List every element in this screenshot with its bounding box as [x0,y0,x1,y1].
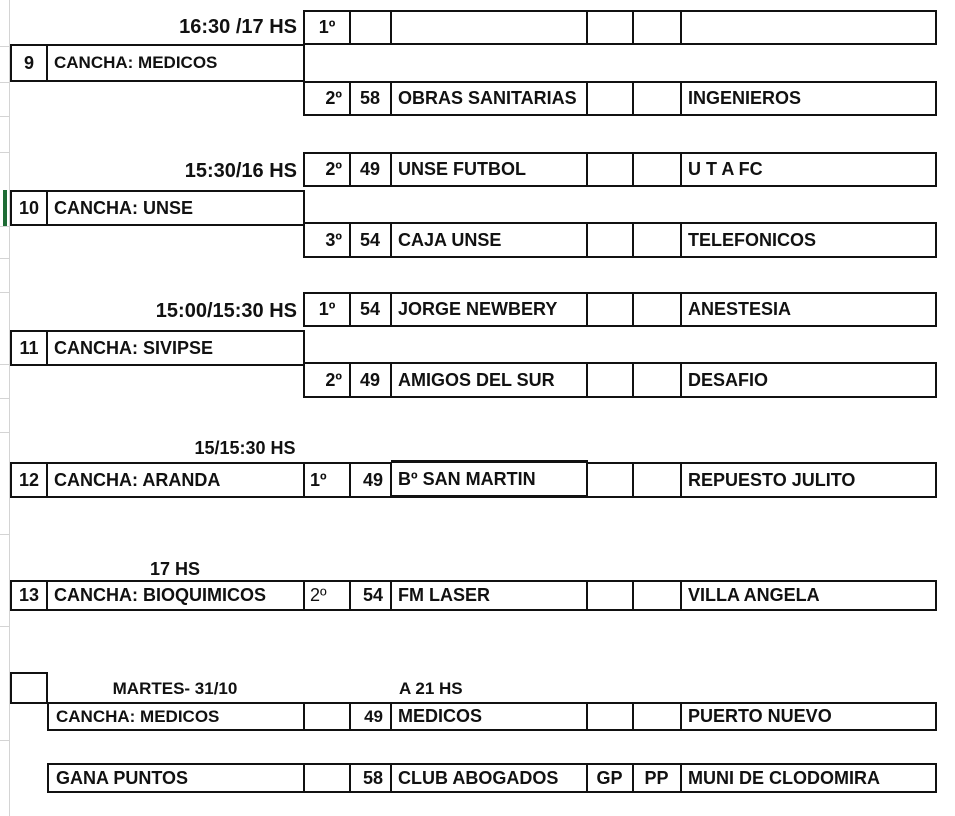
score-cell[interactable] [587,10,634,45]
score-cell[interactable] [633,152,682,187]
match-number[interactable]: 12 [10,462,48,498]
score-cell[interactable] [587,222,634,258]
sheet-gridline [0,152,10,153]
match-time: 15:30/16 HS [184,160,297,182]
match-time: A 21 HS [399,679,463,698]
gana-puntos-label[interactable]: GANA PUNTOS [47,763,305,793]
match-time: 15/15:30 HS [194,437,296,458]
sheet-gridline [0,740,10,741]
category-cell[interactable]: 54 [350,292,392,327]
score-cell[interactable] [587,580,634,611]
team-cell[interactable]: JORGE NEWBERY [391,292,588,327]
score-cell[interactable] [633,81,682,116]
team-cell[interactable]: MEDICOS [391,702,588,731]
team-cell[interactable]: MUNI DE CLODOMIRA [681,763,937,793]
venue-cell[interactable]: CANCHA: BIOQUIMICOS [47,580,305,611]
sheet-gridline [0,82,10,83]
category-cell[interactable]: 49 [350,152,392,187]
sheet-gridline [0,626,10,627]
sheet-gridline [0,534,10,535]
category-cell[interactable]: 49 [350,702,392,731]
category-cell[interactable]: 49 [350,462,392,498]
score-cell[interactable] [633,580,682,611]
category-cell[interactable]: 58 [350,763,392,793]
match-time: 15:00/15:30 HS [155,300,297,322]
division-cell[interactable]: 2º [303,152,351,187]
row-selection-indicator [3,190,7,226]
division-cell[interactable] [303,763,351,793]
sheet-gridline [0,292,10,293]
division-cell[interactable]: 1º [303,292,351,327]
sheet-gridline [0,258,10,259]
score-cell[interactable] [633,362,682,398]
score-cell[interactable] [587,292,634,327]
team-cell[interactable] [391,10,588,45]
match-number[interactable]: 13 [10,580,48,611]
team-cell[interactable]: ANESTESIA [681,292,937,327]
category-cell[interactable]: 58 [350,81,392,116]
venue-cell[interactable]: CANCHA: MEDICOS [47,44,305,82]
team-cell[interactable]: REPUESTO JULITO [681,462,937,498]
match-number[interactable]: 11 [10,330,48,366]
team-cell[interactable]: PUERTO NUEVO [681,702,937,731]
team-cell[interactable]: CAJA UNSE [391,222,588,258]
division-cell[interactable] [303,702,351,731]
sheet-gridline [0,364,10,365]
score-cell[interactable] [587,702,634,731]
score-cell[interactable] [633,10,682,45]
division-cell[interactable]: 1º [303,10,351,45]
score-cell[interactable] [587,362,634,398]
empty-cell[interactable] [10,672,48,704]
division-cell[interactable]: 2º [303,362,351,398]
team-cell[interactable]: INGENIEROS [681,81,937,116]
score-cell[interactable] [633,222,682,258]
score-cell[interactable] [633,462,682,498]
score-cell[interactable] [633,702,682,731]
sheet-gridline [0,432,10,433]
category-cell[interactable] [350,10,392,45]
venue-cell[interactable]: CANCHA: UNSE [47,190,305,226]
pp-cell[interactable]: PP [633,763,682,793]
team-cell[interactable]: U T A FC [681,152,937,187]
category-cell[interactable]: 54 [350,222,392,258]
score-cell[interactable] [587,152,634,187]
match-day: MARTES- 31/10 [112,679,238,698]
team-cell-selected[interactable]: Bº SAN MARTIN [391,460,588,498]
match-number[interactable]: 10 [10,190,48,226]
score-cell[interactable] [587,81,634,116]
team-cell[interactable]: OBRAS SANITARIAS [391,81,588,116]
team-cell[interactable]: DESAFIO [681,362,937,398]
team-cell[interactable]: CLUB ABOGADOS [391,763,588,793]
team-cell[interactable]: FM LASER [391,580,588,611]
team-cell[interactable]: AMIGOS DEL SUR [391,362,588,398]
sheet-gridline [0,226,10,227]
venue-cell[interactable]: CANCHA: MEDICOS [47,702,305,731]
venue-cell[interactable]: CANCHA: ARANDA [47,462,305,498]
match-number[interactable]: 9 [10,44,48,82]
division-cell[interactable]: 2º [303,580,351,611]
category-cell[interactable]: 54 [350,580,392,611]
sheet-gridline [0,46,10,47]
match-time: 17 HS [149,558,201,579]
team-cell[interactable]: UNSE FUTBOL [391,152,588,187]
match-time: 16:30 /17 HS [179,16,297,38]
venue-cell[interactable]: CANCHA: SIVIPSE [47,330,305,366]
gp-cell[interactable]: GP [587,763,634,793]
sheet-gridline [0,398,10,399]
category-cell[interactable]: 49 [350,362,392,398]
division-cell[interactable]: 2º [303,81,351,116]
team-cell[interactable]: TELEFONICOS [681,222,937,258]
score-cell[interactable] [633,292,682,327]
team-cell[interactable] [681,10,937,45]
sheet-gridline [0,116,10,117]
division-cell[interactable]: 1º [303,462,351,498]
division-cell[interactable]: 3º [303,222,351,258]
team-cell[interactable]: VILLA ANGELA [681,580,937,611]
score-cell[interactable] [587,462,634,498]
